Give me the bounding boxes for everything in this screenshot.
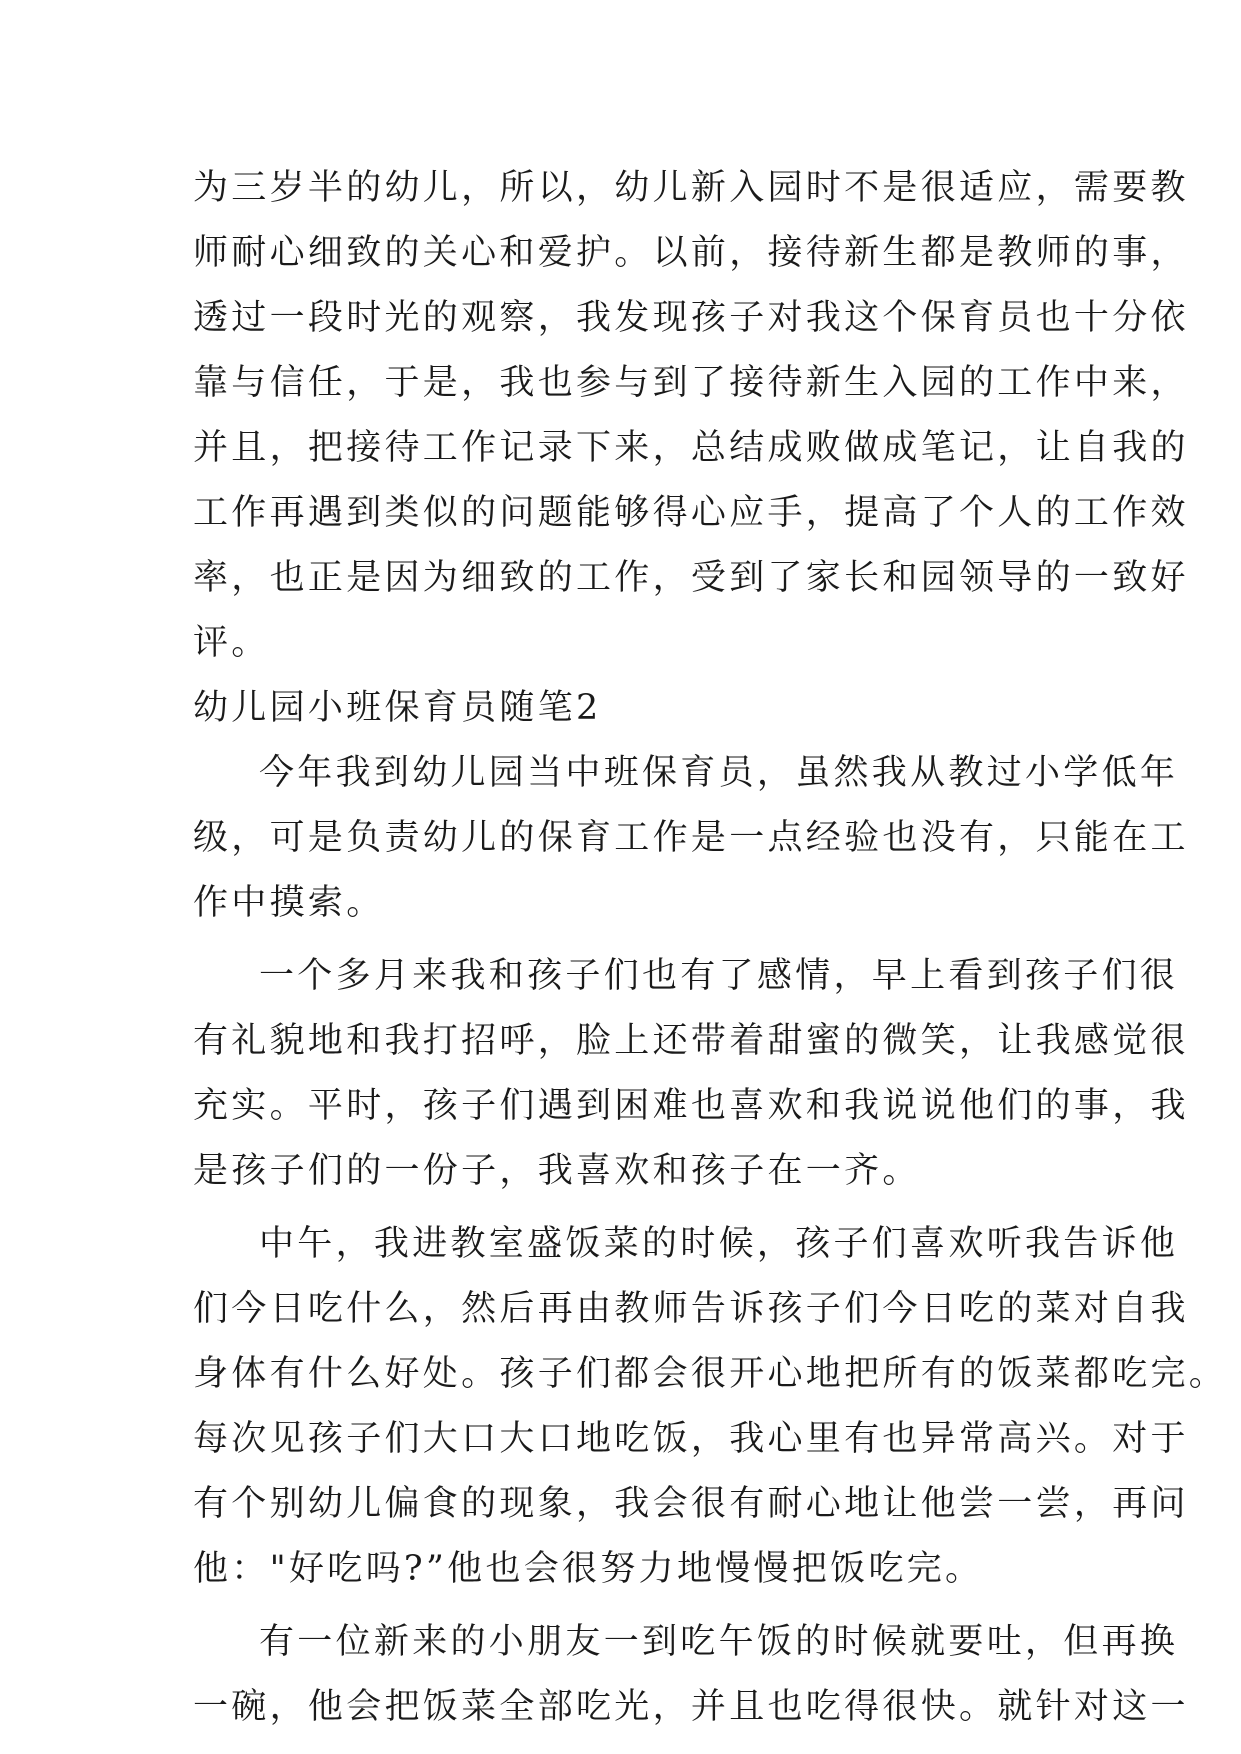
text-line: 是孩子们的一份子，我喜欢和孩子在一齐。	[193, 1151, 921, 1191]
text-line: 率，也正是因为细致的工作，受到了家长和园领导的一致好	[193, 558, 1189, 598]
text-line: 有个别幼儿偏食的现象，我会很有耐心地让他尝一尝，再问	[193, 1484, 1189, 1524]
section-heading: 幼儿园小班保育员随笔2	[193, 688, 602, 728]
text-line: 并且，把接待工作记录下来，总结成败做成笔记，让自我的	[193, 428, 1189, 468]
text-line: 他："好吃吗?”他也会很努力地慢慢把饭吃完。	[193, 1549, 984, 1589]
text-line: 级，可是负责幼儿的保育工作是一点经验也没有，只能在工	[193, 818, 1189, 858]
text-line: 为三岁半的幼儿，所以，幼儿新入园时不是很适应，需要教	[193, 168, 1189, 208]
text-line: 有一位新来的小朋友一到吃午饭的时候就要吐，但再换	[259, 1622, 1179, 1662]
text-line: 们今日吃什么，然后再由教师告诉孩子们今日吃的菜对自我	[193, 1289, 1189, 1329]
text-line: 透过一段时光的观察，我发现孩子对我这个保育员也十分依	[193, 298, 1189, 338]
text-line: 一碗，他会把饭菜全部吃光，并且也吃得很快。就针对这一	[193, 1687, 1189, 1727]
text-line: 有礼貌地和我打招呼，脸上还带着甜蜜的微笑，让我感觉很	[193, 1021, 1189, 1061]
text-line: 评。	[193, 623, 270, 663]
text-line: 充实。平时，孩子们遇到困难也喜欢和我说说他们的事，我	[193, 1086, 1189, 1126]
text-line: 今年我到幼儿园当中班保育员，虽然我从教过小学低年	[259, 753, 1179, 793]
text-line: 师耐心细致的关心和爱护。以前，接待新生都是教师的事，	[193, 233, 1189, 273]
text-line: 工作再遇到类似的问题能够得心应手，提高了个人的工作效	[193, 493, 1189, 533]
text-line: 靠与信任，于是，我也参与到了接待新生入园的工作中来，	[193, 363, 1189, 403]
text-line: 每次见孩子们大口大口地吃饭，我心里有也异常高兴。对于	[193, 1419, 1189, 1459]
text-line: 身体有什么好处。孩子们都会很开心地把所有的饭菜都吃完。	[193, 1354, 1228, 1394]
text-line: 一个多月来我和孩子们也有了感情，早上看到孩子们很	[259, 956, 1179, 996]
text-line: 中午，我进教室盛饭菜的时候，孩子们喜欢听我告诉他	[259, 1224, 1179, 1264]
text-line: 作中摸索。	[193, 883, 385, 923]
